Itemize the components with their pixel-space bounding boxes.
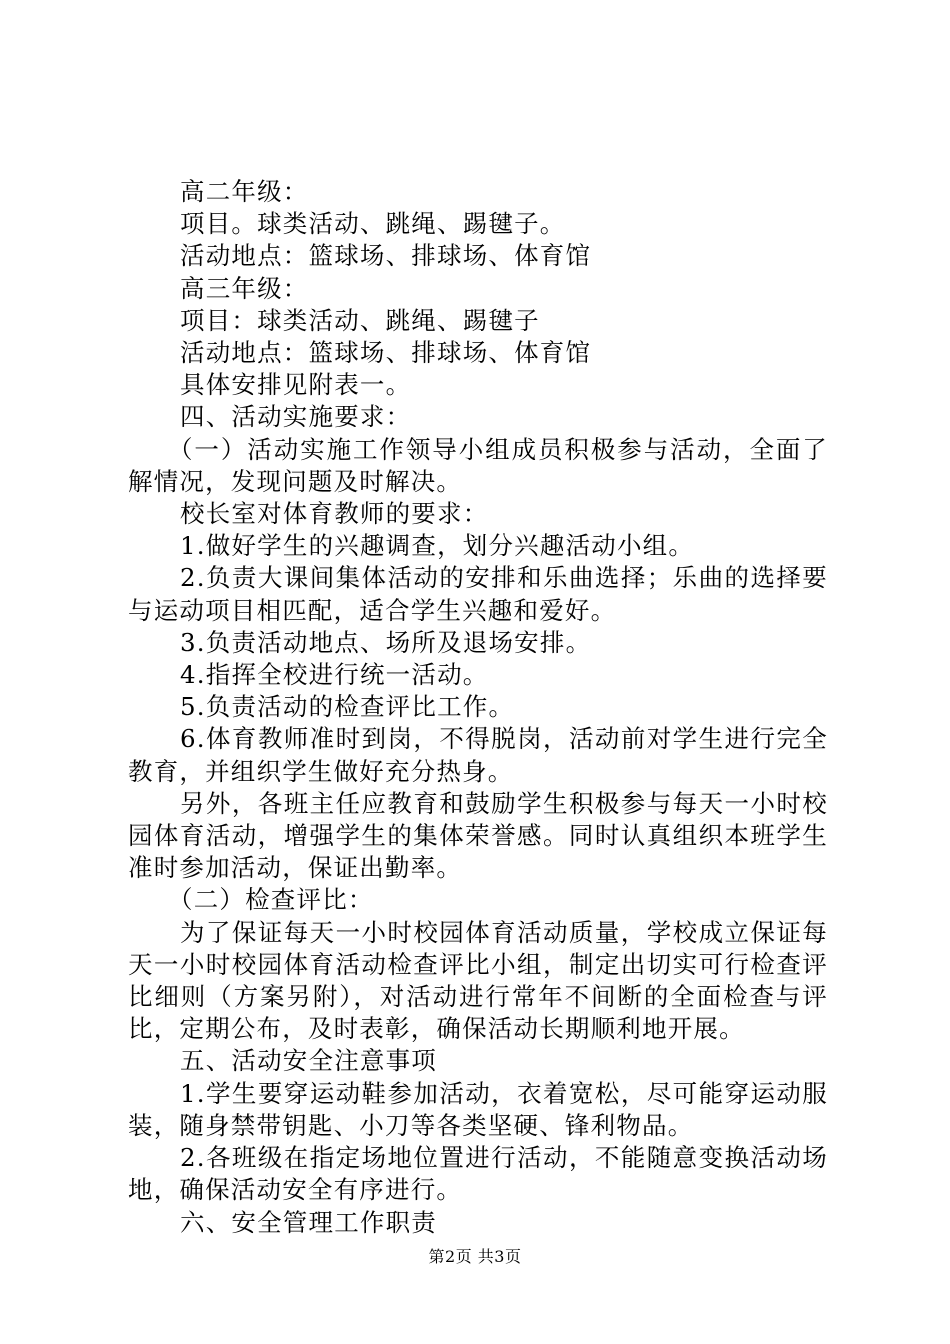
list-item: 4.指挥全校进行统一活动。 — [180, 660, 489, 690]
page-footer: 第2页 共3页 — [428, 1247, 522, 1266]
paragraph: 高二年级： — [180, 177, 309, 206]
list-item: 5.负责活动的检查评比工作。 — [180, 692, 515, 722]
section-heading: 六、安全管理工作职责 — [180, 1207, 437, 1237]
document-body — [128, 176, 828, 1239]
paragraph: 校长室对体育教师的要求： — [180, 499, 489, 529]
paragraph: 具体安排见附表一。 — [180, 370, 412, 400]
paragraph: 为了保证每天一小时校园体育活动质量，学校成立保证每天一小时校园体育活动检查评比小组，制定出切实可行检查评比细则（方案另附），对活动进行常年不间断的全面检查与评比，定期公布，及时表彰，确保活动长期顺利地开展。 — [128, 917, 828, 1044]
list-item: 2.负责大课间集体活动的安排和乐曲选择；乐曲的选择要与运动项目相匹配，适合学生兴趣和爱好。 — [128, 563, 828, 625]
paragraph: 另外，各班主任应教育和鼓励学生积极参与每天一小时校园体育活动，增强学生的集体荣誉感。同时认真组织本班学生准时参加活动，保证出勤率。 — [128, 788, 828, 883]
paragraph: 项目。球类活动、跳绳、踢毽子。 — [180, 209, 566, 239]
list-item: 1.学生要穿运动鞋参加活动，衣着宽松，尽可能穿运动服装，随身禁带钥匙、小刀等各类坚硬、锋利物品。 — [128, 1078, 828, 1140]
paragraph: 项目：球类活动、跳绳、踢毽子 — [180, 305, 540, 335]
list-item: 1.做好学生的兴趣调查，划分兴趣活动小组。 — [180, 531, 695, 561]
paragraph: 高三年级： — [180, 273, 309, 303]
section-heading: 五、活动安全注意事项 — [180, 1046, 437, 1076]
paragraph: 活动地点：篮球场、排球场、体育馆 — [180, 241, 592, 271]
section-heading: 四、活动实施要求： — [180, 402, 412, 432]
paragraph: 活动地点：篮球场、排球场、体育馆 — [180, 338, 592, 368]
section-heading: （二）检查评比： — [168, 885, 374, 915]
list-item: 3.负责活动地点、场所及退场安排。 — [180, 627, 592, 657]
list-item: 2.各班级在指定场地位置进行活动，不能随意变换活动场地，确保活动安全有序进行。 — [128, 1143, 828, 1205]
list-item: 6.体育教师准时到岗，不得脱岗，活动前对学生进行完全教育，并组织学生做好充分热身。 — [128, 724, 828, 786]
paragraph: （一）活动实施工作领导小组成员积极参与活动，全面了解情况，发现问题及时解决。 — [128, 434, 828, 496]
